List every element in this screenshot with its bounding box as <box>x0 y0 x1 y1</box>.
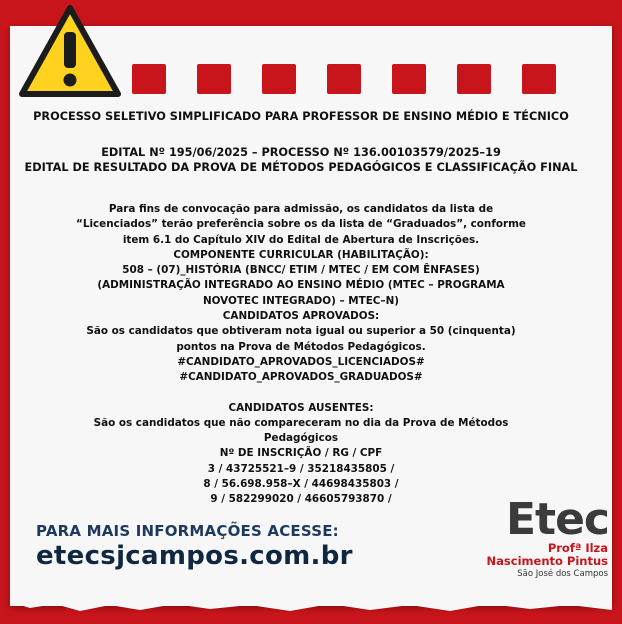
absent-line: Nº DE INSCRIÇÃO / RG / CPF <box>219 447 383 460</box>
perforation-hole <box>522 64 556 94</box>
body-line: CANDIDATOS APROVADOS: <box>222 310 380 323</box>
body-line: pontos na Prova de Métodos Pedagógicos. <box>176 340 426 353</box>
absent-line: 3 / 43725521–9 / 35218435805 / <box>207 462 395 475</box>
absent-line: CANDIDATOS AUSENTES: <box>228 401 374 414</box>
absent-line: São os candidatos que não compareceram no dia da Prova de Métodos <box>93 416 509 429</box>
absent-line: 9 / 582299020 / 46605793870 / <box>210 493 392 506</box>
info-label: PARA MAIS INFORMAÇÕES ACESSE: <box>36 522 339 540</box>
body-line: item 6.1 do Capítulo XIV do Edital de Abertura de Inscrições. <box>122 233 480 246</box>
torn-edge <box>10 602 612 616</box>
perforation-hole <box>132 64 166 94</box>
logo-city: São José dos Campos <box>517 569 608 579</box>
body-line: #CANDIDATO_APROVADOS_GRADUADOS# <box>179 371 423 384</box>
body-line: NOVOTEC INTEGRADO) – MTEC–N) <box>202 294 400 307</box>
edital-heading <box>20 145 582 175</box>
absent-line: Pedagógicos <box>263 432 339 445</box>
perforation-hole <box>197 64 231 94</box>
body-line: #CANDIDATO_APROVADOS_LICENCIADOS# <box>177 355 425 368</box>
website-link[interactable]: etecsjcampos.com.br <box>36 541 353 571</box>
page-title: PROCESSO SELETIVO SIMPLIFICADO PARA PROFESSOR DE ENSINO MÉDIO E TÉCNICO <box>33 110 569 123</box>
body-line: “Licenciados” terão preferência sobre os da lista de “Graduados”, conforme <box>76 218 526 231</box>
notice-body <box>20 202 582 508</box>
body-line: São os candidatos que obtiveram nota igual ou superior a 50 (cinquenta) <box>86 325 516 338</box>
logo-wordmark: Etec <box>506 494 610 545</box>
body-line: Para fins de convocação para admissão, os candidatos da lista de <box>108 203 494 215</box>
logo-line: Profª Ilza <box>547 541 608 555</box>
body-line: 508 – (07)_HISTÓRIA (BNCC/ ETIM / MTEC / EM COM ÊNFASES) <box>122 264 480 277</box>
warning-triangle-icon <box>18 2 122 102</box>
body-line: COMPONENTE CURRICULAR (HABILITAÇÃO): <box>173 248 429 261</box>
edital-subtitle: EDITAL DE RESULTADO DA PROVA DE MÉTODOS PEDAGÓGICOS E CLASSIFICAÇÃO FINAL <box>24 161 578 174</box>
edital-number: EDITAL Nº 195/06/2025 – PROCESSO Nº 136.00103579/2025–19 <box>101 146 501 159</box>
perforation-hole <box>392 64 426 94</box>
absent-line: 8 / 56.698.958–X / 44698435803 / <box>203 478 399 491</box>
logo-line: Nascimento Pintus <box>486 554 608 568</box>
perforation-hole <box>457 64 491 94</box>
body-line: (ADMINISTRAÇÃO INTEGRADO AO ENSINO MÉDIO (MTEC – PROGRAMA <box>97 279 505 292</box>
perforation-hole <box>262 64 296 94</box>
perforation-hole <box>327 64 361 94</box>
etec-logo <box>478 494 610 580</box>
